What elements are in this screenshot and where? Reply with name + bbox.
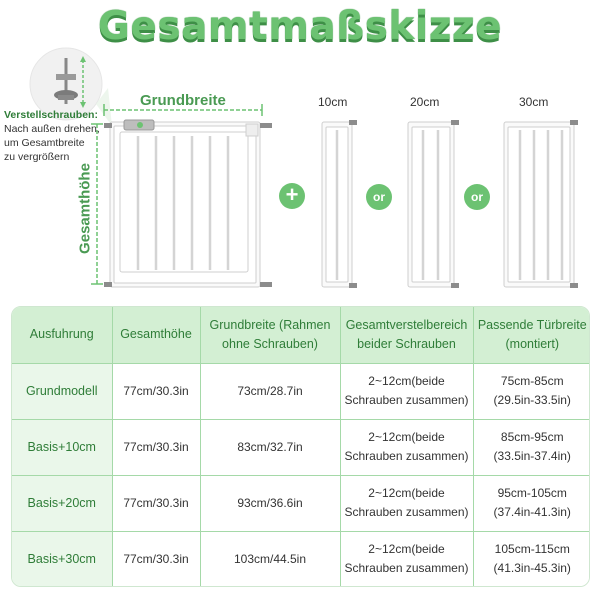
column-header: Ausfuhrung bbox=[12, 307, 112, 363]
height-cell: 77cm/30.3in bbox=[112, 531, 200, 587]
model-cell: Basis+30cm bbox=[12, 531, 112, 587]
screw-note-heading: Verstellschrauben: bbox=[4, 109, 98, 121]
screw-note bbox=[4, 108, 114, 164]
width-cell: 83cm/32.7in bbox=[200, 419, 340, 475]
extension-30cm-label: 30cm bbox=[519, 95, 549, 109]
column-header: Gesamtverstelbereich beider Schrauben bbox=[340, 307, 473, 363]
range-cell: 2~12cm(beide Schrauben zusammen) bbox=[340, 531, 473, 587]
width-label: Grundbreite bbox=[140, 92, 226, 109]
height-cell: 77cm/30.3in bbox=[112, 363, 200, 419]
screw-note-line: um Gesamtbreite bbox=[4, 137, 85, 149]
table-row bbox=[12, 363, 590, 419]
range-cell: 2~12cm(beide Schrauben zusammen) bbox=[340, 363, 473, 419]
door-width-cell: 95cm-105cm (37.4in-41.3in) bbox=[473, 475, 590, 531]
or-badge: or bbox=[366, 184, 392, 210]
extension-10cm bbox=[322, 120, 357, 288]
base-gate-frame bbox=[110, 120, 260, 287]
height-cell: 77cm/30.3in bbox=[112, 419, 200, 475]
table-header-row bbox=[12, 307, 590, 363]
table-row bbox=[12, 419, 590, 475]
height-cell: 77cm/30.3in bbox=[112, 475, 200, 531]
spec-table bbox=[11, 306, 590, 587]
table-row bbox=[12, 475, 590, 531]
extension-30cm bbox=[504, 120, 578, 288]
page-title: Gesamtmaßskizze bbox=[97, 4, 503, 49]
screw-note-line: Nach außen drehen, bbox=[4, 123, 100, 135]
width-cell: 93cm/36.6in bbox=[200, 475, 340, 531]
height-label: Gesamthöhe bbox=[76, 163, 94, 254]
model-cell: Basis+10cm bbox=[12, 419, 112, 475]
or-badge: or bbox=[464, 184, 490, 210]
column-header: Grundbreite (Rahmen ohne Schrauben) bbox=[200, 307, 340, 363]
column-header: Gesamthöhe bbox=[112, 307, 200, 363]
plus-icon: + bbox=[279, 183, 305, 209]
extension-10cm-label: 10cm bbox=[318, 95, 348, 109]
screw-note-line: zu vergrößern bbox=[4, 151, 70, 163]
door-width-cell: 75cm-85cm (29.5in-33.5in) bbox=[473, 363, 590, 419]
table-row bbox=[12, 531, 590, 587]
model-cell: Grundmodell bbox=[12, 363, 112, 419]
width-cell: 73cm/28.7in bbox=[200, 363, 340, 419]
range-cell: 2~12cm(beide Schrauben zusammen) bbox=[340, 419, 473, 475]
width-cell: 103cm/44.5in bbox=[200, 531, 340, 587]
range-cell: 2~12cm(beide Schrauben zusammen) bbox=[340, 475, 473, 531]
extension-20cm bbox=[408, 120, 459, 288]
model-cell: Basis+20cm bbox=[12, 475, 112, 531]
extension-20cm-label: 20cm bbox=[410, 95, 440, 109]
column-header: Passende Türbreite (montiert) bbox=[473, 307, 590, 363]
door-width-cell: 85cm-95cm (33.5in-37.4in) bbox=[473, 419, 590, 475]
door-width-cell: 105cm-115cm (41.3in-45.3in) bbox=[473, 531, 590, 587]
